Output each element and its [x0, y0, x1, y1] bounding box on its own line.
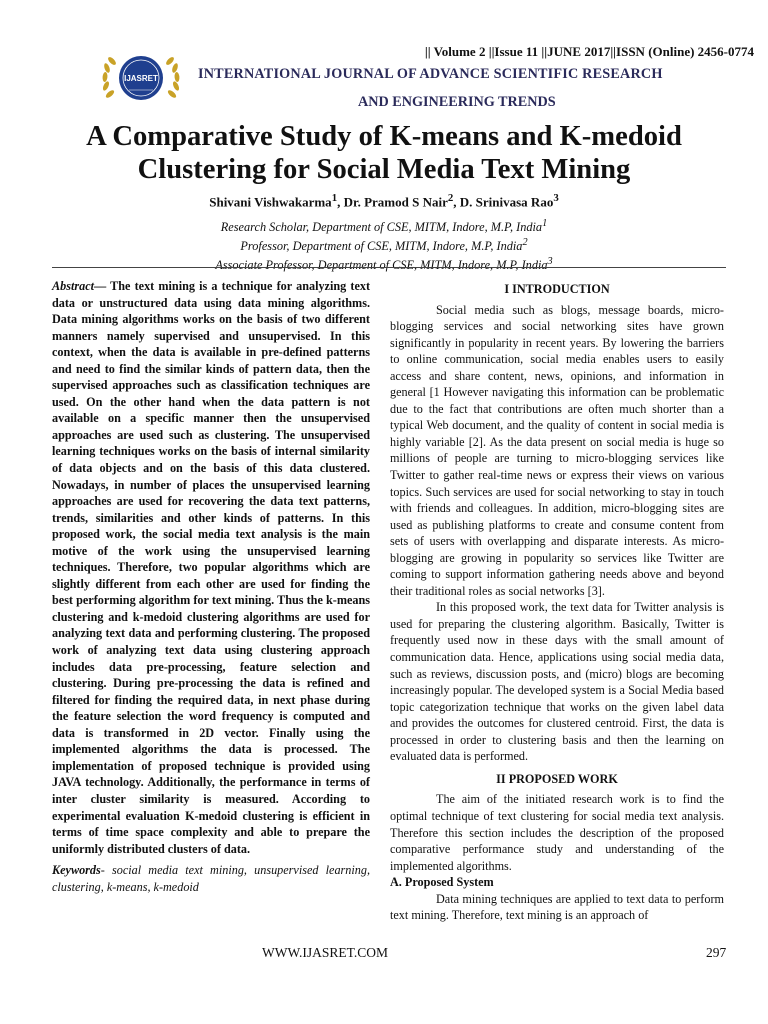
footer-website: WWW.IJASRET.COM [262, 945, 388, 960]
subsection-a-heading: A. Proposed System [390, 875, 494, 890]
affiliations [0, 216, 768, 273]
section-2-heading: II PROPOSED WORK [496, 771, 618, 786]
abstract-text: The text mining is a technique for analyzing text data or unstructured data using data mining algorithms. Data mining algorithms works on the basis of two different manners namely supervised and unsupervised. In this context, when the data is available in pre-defined patterns and need to find the similar kinds of pattern data, then the supervised approaches such as classification techniques are used. On the other hand when the data pattern is not available on a specific manner then the unsupervised approaches are used such as clustering. The unsupervised learning techniques works on the basis of internal similarity of data objects and on the basis of this data clustered. Nowadays, in number of places the unsupervised learning approaches are used for recovering the data text patterns, trends, similarities and other kinds of patterns. In this proposed work, the social media text analysis is the main motive of the work using the unsupervised learning techniques. Therefore, two popular algorithms which are slightly different from each other are used for finding the best performing algorithm for text mining. Thus the k-means clustering and k-medoid clustering algorithms are used for analyzing text data and performing clustering. The proposed work of analyzing text data using clustering approach includes data pre-processing, feature selection and clustering. During pre-processing the data is refined and filtered for finding the required data, in next phase during the feature selection the word frequency is computed and data is transformed in 2D vector. Finally using the implemented algorithms the data is processed. The implementation of proposed technique is provided using JAVA technology. Additionally, the performance in terms of inter cluster similarity is measured. According to experimental evaluation K-medoid clustering is efficient in terms of time space complexity and able to prepare the uniformly distributed clusters of data. [52, 279, 371, 856]
author-list [0, 192, 768, 210]
keywords-label: Keywords [52, 863, 101, 878]
section-1-paragraph-2: In this proposed work, the text data for Twitter analysis is used for preparing the clustering algorithm. Basically, Twitter is frequently used now in these days with the small amount of communication data. Hence, applications using social media data, such as reviews, discussion posts, and (micro) blogs are becoming increasingly popular. The developed system is a Social Media based topic categorization technique that works on the given label data and provides the outcomes for clustered centroid. First, the data is processed in order to clustering basis and then the learning on evaluated data is performed. [390, 600, 724, 764]
header-divider [52, 267, 726, 268]
section-1-heading: I INTRODUCTION [504, 282, 610, 296]
affiliation-1-text: Research Scholar, Department of CSE, MITM, Indore, M.P, India [220, 220, 543, 235]
author-1-sup: 1 [331, 192, 338, 204]
author-3: , D. Srinivasa Rao [453, 194, 554, 210]
section-1-paragraph-1: Social media such as blogs, message boards, micro-blogging services and social networking sites have grown significantly in popularity in recent years. By lowering the barriers to online communication, social media enables users to easily access and share content, news, opinions, and information in general [1 However navigating this information can be problematic due to the fact that contributions are often much shorter than a typical Web document, and the quality of content in social media is highly variable [2]. As the data present on social media is huge so millions of people are turning to micro-blogging services like Twitter to gather real-time news or express their views on various topics. Such services are used for social networking to stay in touch with friends and colleagues. In addition, micro-blogging sites are used as publishing platforms to create and consume content from sets of users with overlapping and disparate interests. As micro-blogging are growing in popularity so services like Twitter are coming to support information gathering needs above and beyond their traditional roles as social networks [3]. [390, 302, 724, 598]
author-1: Shivani Vishwakarma [209, 194, 332, 210]
title-line2: Clustering for Social Media Text Mining [137, 154, 631, 185]
affiliation-3-text: Associate Professor, Department of CSE, MITM, Indore, M.P, India [215, 258, 548, 273]
abstract-dash: — [93, 279, 111, 293]
journal-name-line1: INTERNATIONAL JOURNAL OF ADVANCE SCIENTIFIC RESEARCH [198, 66, 663, 82]
affiliation-3-sup: 3 [547, 256, 553, 268]
section-2-paragraph-1: The aim of the initiated research work is to find the optimal technique of text clustering for social media text analysis. Therefore this section includes the description of the proposed comparative performance study and understanding of the implemented algorithms. [390, 792, 724, 873]
affiliation-2 [0, 235, 768, 254]
journal-logo [96, 50, 186, 108]
subsection-a-paragraph-1: Data mining techniques are applied to text data to perform text mining. Therefore, text mining is an approach of [390, 891, 724, 923]
abstract-label: Abstract [52, 279, 94, 293]
right-column [390, 281, 724, 924]
journal-name-line2: AND ENGINEERING TRENDS [358, 94, 556, 110]
title-line1: A Comparative Study of K-means and K-medoid [86, 121, 682, 152]
keywords-text: - social media text mining, unsupervised learning, clustering, k-means, k-medoid [52, 863, 370, 894]
affiliation-1-sup: 1 [542, 218, 548, 229]
author-3-sup: 3 [553, 192, 559, 204]
author-2: , Dr. Pramod S Nair [337, 194, 448, 210]
paper-title [0, 120, 768, 186]
affiliation-3 [0, 254, 768, 273]
author-2-sup: 2 [447, 192, 454, 204]
left-column [52, 278, 370, 895]
laurel-left-icon [102, 56, 118, 99]
issue-line: || Volume 2 ||Issue 11 ||JUNE 2017||ISSN (Online) 2456-0774 [424, 44, 754, 59]
logo-text: IJASRET [124, 74, 158, 83]
affiliation-1 [0, 216, 768, 235]
affiliation-2-sup: 2 [522, 237, 528, 249]
laurel-right-icon [165, 56, 181, 99]
abstract [52, 278, 370, 857]
page-number: 297 [706, 945, 727, 960]
keywords [52, 862, 370, 895]
affiliation-2-text: Professor, Department of CSE, MITM, Indore, M.P, India [240, 239, 523, 254]
